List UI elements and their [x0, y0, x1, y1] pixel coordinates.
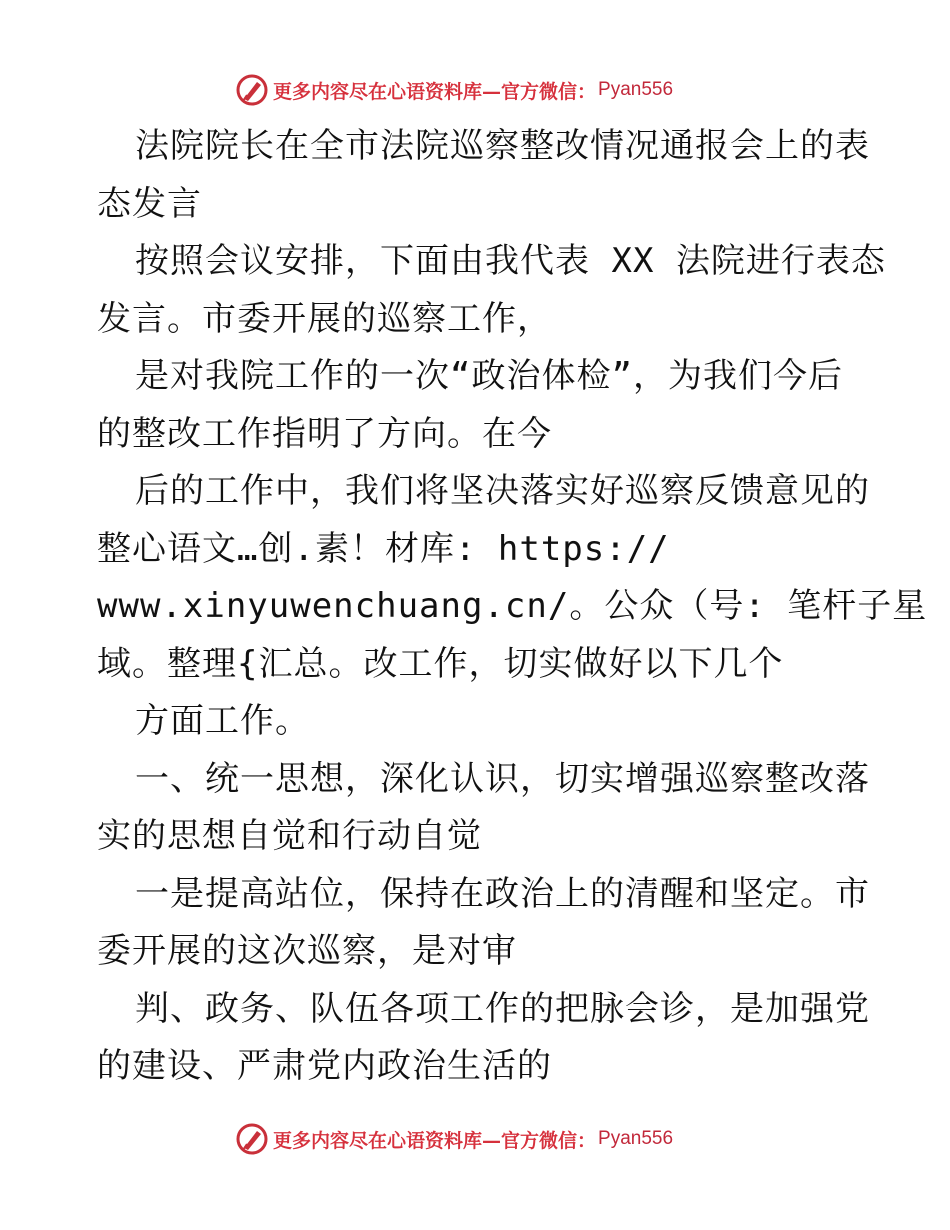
title-line-2: 态发言	[97, 183, 202, 224]
paragraph-line: 的整改工作指明了方向。在今	[97, 413, 552, 454]
paragraph-line: 方面工作。	[135, 701, 310, 741]
quill-in-circle-icon	[235, 1122, 269, 1156]
paragraph-line: 一是提高站位，保持在政治上的清醒和坚定。市	[135, 873, 870, 914]
paragraph-line: 按照会议安排，下面由我代表 XX 法院进行表态	[135, 241, 886, 281]
paragraph-line: www.xinyuwenchuang.cn/。公众（号: 笔杆子星	[97, 586, 928, 626]
paragraph-line: 后的工作中，我们将坚决落实好巡察反馈意见的	[135, 471, 870, 511]
footer-banner-text: 更多内容尽在心语资料库—官方微信：	[273, 1129, 597, 1152]
section-heading-line: 一、统一思想，深化认识，切实增强巡察整改落	[135, 758, 870, 799]
footer-wechat-id: Pyan556	[598, 1128, 674, 1149]
document-body	[97, 118, 928, 1096]
paragraph-line: 是对我院工作的一次“政治体检”，为我们今后	[135, 356, 843, 396]
quill-in-circle-icon	[235, 73, 269, 107]
paragraph-line: 判、政务、队伍各项工作的把脉会诊，是加强党	[135, 988, 870, 1029]
paragraph-line: 域。整理{汇总。改工作，切实做好以下几个	[97, 643, 784, 684]
footer-banner	[235, 1122, 673, 1156]
title-line-1: 法院院长在全市法院巡察整改情况通报会上的表	[135, 126, 870, 166]
paragraph-line: 委开展的这次巡察，是对审	[97, 931, 517, 971]
header-banner-text: 更多内容尽在心语资料库—官方微信：	[273, 80, 597, 103]
paragraph-line: 的建设、严肃党内政治生活的	[97, 1046, 552, 1086]
header-wechat-id: Pyan556	[598, 79, 674, 100]
paragraph-line: 发言。市委开展的巡察工作，	[97, 298, 552, 339]
header-banner	[235, 73, 673, 107]
paragraph-line: 整心语文…创.素！材库: https://	[97, 528, 670, 569]
section-heading-line: 实的思想自觉和行动自觉	[97, 816, 482, 856]
